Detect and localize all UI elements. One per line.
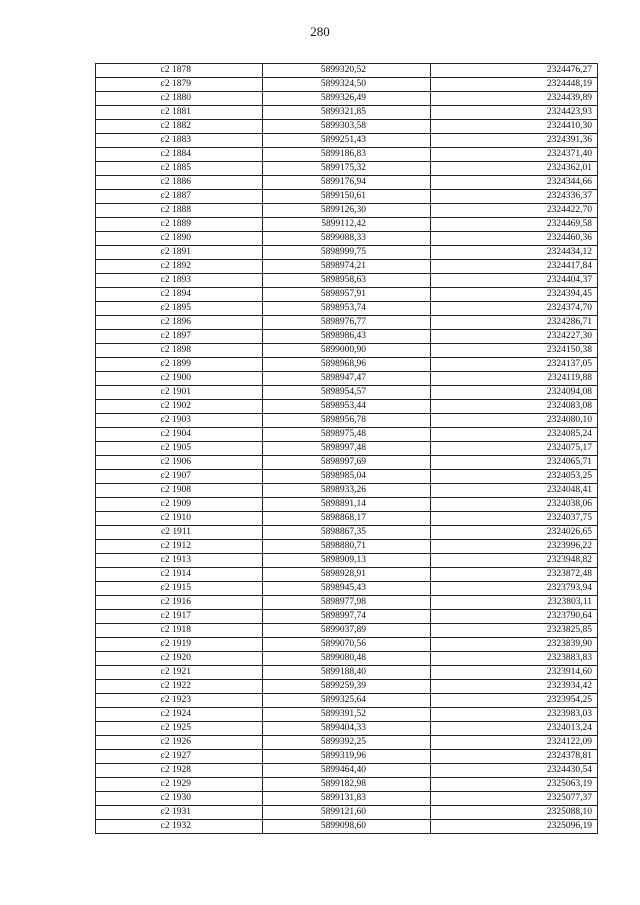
table-row	[96, 750, 598, 764]
y-coordinate-cell: 2323948,82	[431, 554, 598, 568]
point-name-cell: c2 1906	[96, 456, 263, 470]
x-coordinate-cell: 5898974,21	[263, 260, 431, 274]
table-row	[96, 498, 598, 512]
x-coordinate-cell: 5899391,52	[263, 708, 431, 722]
x-coordinate-cell: 5898977,98	[263, 596, 431, 610]
y-coordinate-cell: 2324150,38	[431, 344, 598, 358]
y-coordinate-cell: 2324371,40	[431, 148, 598, 162]
table-row	[96, 204, 598, 218]
point-name-cell: c2 1910	[96, 512, 263, 526]
table-row	[96, 148, 598, 162]
table-row	[96, 680, 598, 694]
point-name-cell: c2 1904	[96, 428, 263, 442]
y-coordinate-cell: 2324391,36	[431, 134, 598, 148]
table-row	[96, 512, 598, 526]
point-name-cell: c2 1921	[96, 666, 263, 680]
table-row	[96, 260, 598, 274]
y-coordinate-cell: 2324378,81	[431, 750, 598, 764]
point-name-cell: c2 1908	[96, 484, 263, 498]
x-coordinate-cell: 5898953,74	[263, 302, 431, 316]
x-coordinate-cell: 5899150,61	[263, 190, 431, 204]
table-row	[96, 414, 598, 428]
coordinates-table-body	[96, 64, 598, 834]
x-coordinate-cell: 5898976,77	[263, 316, 431, 330]
table-row	[96, 624, 598, 638]
table-row	[96, 190, 598, 204]
table-row	[96, 316, 598, 330]
table-row	[96, 92, 598, 106]
y-coordinate-cell: 2324434,12	[431, 246, 598, 260]
point-name-cell: c2 1905	[96, 442, 263, 456]
table-row	[96, 330, 598, 344]
table-row	[96, 358, 598, 372]
table-row	[96, 64, 598, 78]
y-coordinate-cell: 2323790,64	[431, 610, 598, 624]
x-coordinate-cell: 5898956,78	[263, 414, 431, 428]
table-row	[96, 302, 598, 316]
point-name-cell: c2 1911	[96, 526, 263, 540]
point-name-cell: c2 1929	[96, 778, 263, 792]
table-row	[96, 456, 598, 470]
y-coordinate-cell: 2324038,06	[431, 498, 598, 512]
table-row	[96, 764, 598, 778]
y-coordinate-cell: 2324227,30	[431, 330, 598, 344]
x-coordinate-cell: 5899392,25	[263, 736, 431, 750]
y-coordinate-cell: 2323803,11	[431, 596, 598, 610]
x-coordinate-cell: 5899325,64	[263, 694, 431, 708]
x-coordinate-cell: 5898891,14	[263, 498, 431, 512]
table-row	[96, 694, 598, 708]
y-coordinate-cell: 2324048,41	[431, 484, 598, 498]
y-coordinate-cell: 2324439,89	[431, 92, 598, 106]
point-name-cell: c2 1918	[96, 624, 263, 638]
y-coordinate-cell: 2325077,37	[431, 792, 598, 806]
table-row	[96, 736, 598, 750]
x-coordinate-cell: 5899176,94	[263, 176, 431, 190]
y-coordinate-cell: 2324423,93	[431, 106, 598, 120]
table-row	[96, 596, 598, 610]
x-coordinate-cell: 5899259,39	[263, 680, 431, 694]
y-coordinate-cell: 2324122,09	[431, 736, 598, 750]
table-row	[96, 708, 598, 722]
x-coordinate-cell: 5899121,60	[263, 806, 431, 820]
point-name-cell: c2 1928	[96, 764, 263, 778]
x-coordinate-cell: 5899186,83	[263, 148, 431, 162]
table-row	[96, 638, 598, 652]
y-coordinate-cell: 2323793,94	[431, 582, 598, 596]
point-name-cell: c2 1878	[96, 64, 263, 78]
point-name-cell: c2 1885	[96, 162, 263, 176]
y-coordinate-cell: 2323954,25	[431, 694, 598, 708]
y-coordinate-cell: 2323914,60	[431, 666, 598, 680]
x-coordinate-cell: 5899188,40	[263, 666, 431, 680]
y-coordinate-cell: 2324448,19	[431, 78, 598, 92]
point-name-cell: c2 1903	[96, 414, 263, 428]
table-row	[96, 554, 598, 568]
point-name-cell: c2 1879	[96, 78, 263, 92]
point-name-cell: c2 1914	[96, 568, 263, 582]
x-coordinate-cell: 5899464,40	[263, 764, 431, 778]
x-coordinate-cell: 5899320,52	[263, 64, 431, 78]
y-coordinate-cell: 2323839,90	[431, 638, 598, 652]
table-row	[96, 820, 598, 834]
x-coordinate-cell: 5898958,63	[263, 274, 431, 288]
point-name-cell: c2 1881	[96, 106, 263, 120]
y-coordinate-cell: 2324336,37	[431, 190, 598, 204]
x-coordinate-cell: 5898880,71	[263, 540, 431, 554]
point-name-cell: c2 1888	[96, 204, 263, 218]
y-coordinate-cell: 2324137,05	[431, 358, 598, 372]
y-coordinate-cell: 2324053,25	[431, 470, 598, 484]
table-row	[96, 386, 598, 400]
y-coordinate-cell: 2325096,19	[431, 820, 598, 834]
table-row	[96, 288, 598, 302]
point-name-cell: c2 1932	[96, 820, 263, 834]
y-coordinate-cell: 2324404,37	[431, 274, 598, 288]
y-coordinate-cell: 2324083,08	[431, 400, 598, 414]
point-name-cell: c2 1902	[96, 400, 263, 414]
x-coordinate-cell: 5899324,50	[263, 78, 431, 92]
table-row	[96, 344, 598, 358]
x-coordinate-cell: 5899251,43	[263, 134, 431, 148]
table-row	[96, 120, 598, 134]
y-coordinate-cell: 2324119,88	[431, 372, 598, 386]
x-coordinate-cell: 5898954,57	[263, 386, 431, 400]
point-name-cell: c2 1886	[96, 176, 263, 190]
y-coordinate-cell: 2324410,30	[431, 120, 598, 134]
y-coordinate-cell: 2324075,17	[431, 442, 598, 456]
x-coordinate-cell: 5898945,43	[263, 582, 431, 596]
y-coordinate-cell: 2323825,85	[431, 624, 598, 638]
x-coordinate-cell: 5899070,56	[263, 638, 431, 652]
y-coordinate-cell: 2324460,36	[431, 232, 598, 246]
table-row	[96, 806, 598, 820]
y-coordinate-cell: 2323996,22	[431, 540, 598, 554]
y-coordinate-cell: 2324065,71	[431, 456, 598, 470]
point-name-cell: c2 1891	[96, 246, 263, 260]
point-name-cell: c2 1890	[96, 232, 263, 246]
x-coordinate-cell: 5898928,91	[263, 568, 431, 582]
y-coordinate-cell: 2323934,42	[431, 680, 598, 694]
table-row	[96, 722, 598, 736]
point-name-cell: c2 1917	[96, 610, 263, 624]
y-coordinate-cell: 2323883,83	[431, 652, 598, 666]
y-coordinate-cell: 2324430,54	[431, 764, 598, 778]
point-name-cell: c2 1896	[96, 316, 263, 330]
table-row	[96, 540, 598, 554]
point-name-cell: c2 1912	[96, 540, 263, 554]
table-row	[96, 666, 598, 680]
x-coordinate-cell: 5898953,44	[263, 400, 431, 414]
point-name-cell: c2 1923	[96, 694, 263, 708]
point-name-cell: c2 1909	[96, 498, 263, 512]
y-coordinate-cell: 2324344,66	[431, 176, 598, 190]
point-name-cell: c2 1920	[96, 652, 263, 666]
x-coordinate-cell: 5899404,33	[263, 722, 431, 736]
table-row	[96, 372, 598, 386]
x-coordinate-cell: 5899088,33	[263, 232, 431, 246]
x-coordinate-cell: 5899321,85	[263, 106, 431, 120]
table-row	[96, 134, 598, 148]
table-row	[96, 484, 598, 498]
y-coordinate-cell: 2324394,45	[431, 288, 598, 302]
x-coordinate-cell: 5899175,32	[263, 162, 431, 176]
y-coordinate-cell: 2324417,84	[431, 260, 598, 274]
table-row	[96, 232, 598, 246]
x-coordinate-cell: 5899131,83	[263, 792, 431, 806]
point-name-cell: c2 1895	[96, 302, 263, 316]
point-name-cell: c2 1883	[96, 134, 263, 148]
x-coordinate-cell: 5899326,49	[263, 92, 431, 106]
y-coordinate-cell: 2323872,48	[431, 568, 598, 582]
x-coordinate-cell: 5898867,35	[263, 526, 431, 540]
point-name-cell: c2 1913	[96, 554, 263, 568]
point-name-cell: c2 1892	[96, 260, 263, 274]
y-coordinate-cell: 2324080,10	[431, 414, 598, 428]
x-coordinate-cell: 5898997,48	[263, 442, 431, 456]
x-coordinate-cell: 5898968,96	[263, 358, 431, 372]
x-coordinate-cell: 5899126,30	[263, 204, 431, 218]
y-coordinate-cell: 2325088,10	[431, 806, 598, 820]
y-coordinate-cell: 2324026,65	[431, 526, 598, 540]
x-coordinate-cell: 5898997,74	[263, 610, 431, 624]
point-name-cell: c2 1924	[96, 708, 263, 722]
point-name-cell: c2 1927	[96, 750, 263, 764]
table-row	[96, 106, 598, 120]
point-name-cell: c2 1899	[96, 358, 263, 372]
x-coordinate-cell: 5898933,26	[263, 484, 431, 498]
x-coordinate-cell: 5899000,90	[263, 344, 431, 358]
table-row	[96, 78, 598, 92]
x-coordinate-cell: 5898986,43	[263, 330, 431, 344]
x-coordinate-cell: 5899080,48	[263, 652, 431, 666]
table-row	[96, 218, 598, 232]
x-coordinate-cell: 5899037,89	[263, 624, 431, 638]
table-row	[96, 526, 598, 540]
y-coordinate-cell: 2324362,01	[431, 162, 598, 176]
point-name-cell: c2 1889	[96, 218, 263, 232]
y-coordinate-cell: 2324422,70	[431, 204, 598, 218]
table-row	[96, 778, 598, 792]
x-coordinate-cell: 5898997,69	[263, 456, 431, 470]
point-name-cell: c2 1897	[96, 330, 263, 344]
table-row	[96, 162, 598, 176]
x-coordinate-cell: 5899319,96	[263, 750, 431, 764]
table-row	[96, 274, 598, 288]
table-row	[96, 610, 598, 624]
table-row	[96, 792, 598, 806]
point-name-cell: c2 1880	[96, 92, 263, 106]
point-name-cell: c2 1915	[96, 582, 263, 596]
point-name-cell: c2 1900	[96, 372, 263, 386]
table-row	[96, 582, 598, 596]
point-name-cell: c2 1882	[96, 120, 263, 134]
y-coordinate-cell: 2324085,24	[431, 428, 598, 442]
x-coordinate-cell: 5898999,75	[263, 246, 431, 260]
y-coordinate-cell: 2324013,24	[431, 722, 598, 736]
y-coordinate-cell: 2324286,71	[431, 316, 598, 330]
point-name-cell: c2 1907	[96, 470, 263, 484]
point-name-cell: c2 1916	[96, 596, 263, 610]
table-row	[96, 442, 598, 456]
point-name-cell: c2 1925	[96, 722, 263, 736]
x-coordinate-cell: 5898985,04	[263, 470, 431, 484]
point-name-cell: c2 1926	[96, 736, 263, 750]
x-coordinate-cell: 5899182,98	[263, 778, 431, 792]
x-coordinate-cell: 5898868,17	[263, 512, 431, 526]
point-name-cell: c2 1919	[96, 638, 263, 652]
y-coordinate-cell: 2324476,27	[431, 64, 598, 78]
point-name-cell: c2 1887	[96, 190, 263, 204]
point-name-cell: c2 1922	[96, 680, 263, 694]
point-name-cell: c2 1930	[96, 792, 263, 806]
point-name-cell: c2 1931	[96, 806, 263, 820]
x-coordinate-cell: 5899303,58	[263, 120, 431, 134]
point-name-cell: c2 1898	[96, 344, 263, 358]
point-name-cell: c2 1894	[96, 288, 263, 302]
page-number: 280	[310, 24, 330, 39]
x-coordinate-cell: 5899098,60	[263, 820, 431, 834]
table-row	[96, 568, 598, 582]
y-coordinate-cell: 2325063,19	[431, 778, 598, 792]
table-row	[96, 428, 598, 442]
y-coordinate-cell: 2324037,75	[431, 512, 598, 526]
table-row	[96, 652, 598, 666]
coordinates-table	[95, 63, 598, 834]
x-coordinate-cell: 5898909,13	[263, 554, 431, 568]
table-row	[96, 400, 598, 414]
table-row	[96, 470, 598, 484]
point-name-cell: c2 1884	[96, 148, 263, 162]
x-coordinate-cell: 5899112,42	[263, 218, 431, 232]
y-coordinate-cell: 2324374,70	[431, 302, 598, 316]
y-coordinate-cell: 2324469,58	[431, 218, 598, 232]
x-coordinate-cell: 5898957,91	[263, 288, 431, 302]
y-coordinate-cell: 2324094,08	[431, 386, 598, 400]
x-coordinate-cell: 5898947,47	[263, 372, 431, 386]
point-name-cell: c2 1901	[96, 386, 263, 400]
y-coordinate-cell: 2323983,03	[431, 708, 598, 722]
point-name-cell: c2 1893	[96, 274, 263, 288]
table-row	[96, 246, 598, 260]
table-row	[96, 176, 598, 190]
x-coordinate-cell: 5898975,48	[263, 428, 431, 442]
